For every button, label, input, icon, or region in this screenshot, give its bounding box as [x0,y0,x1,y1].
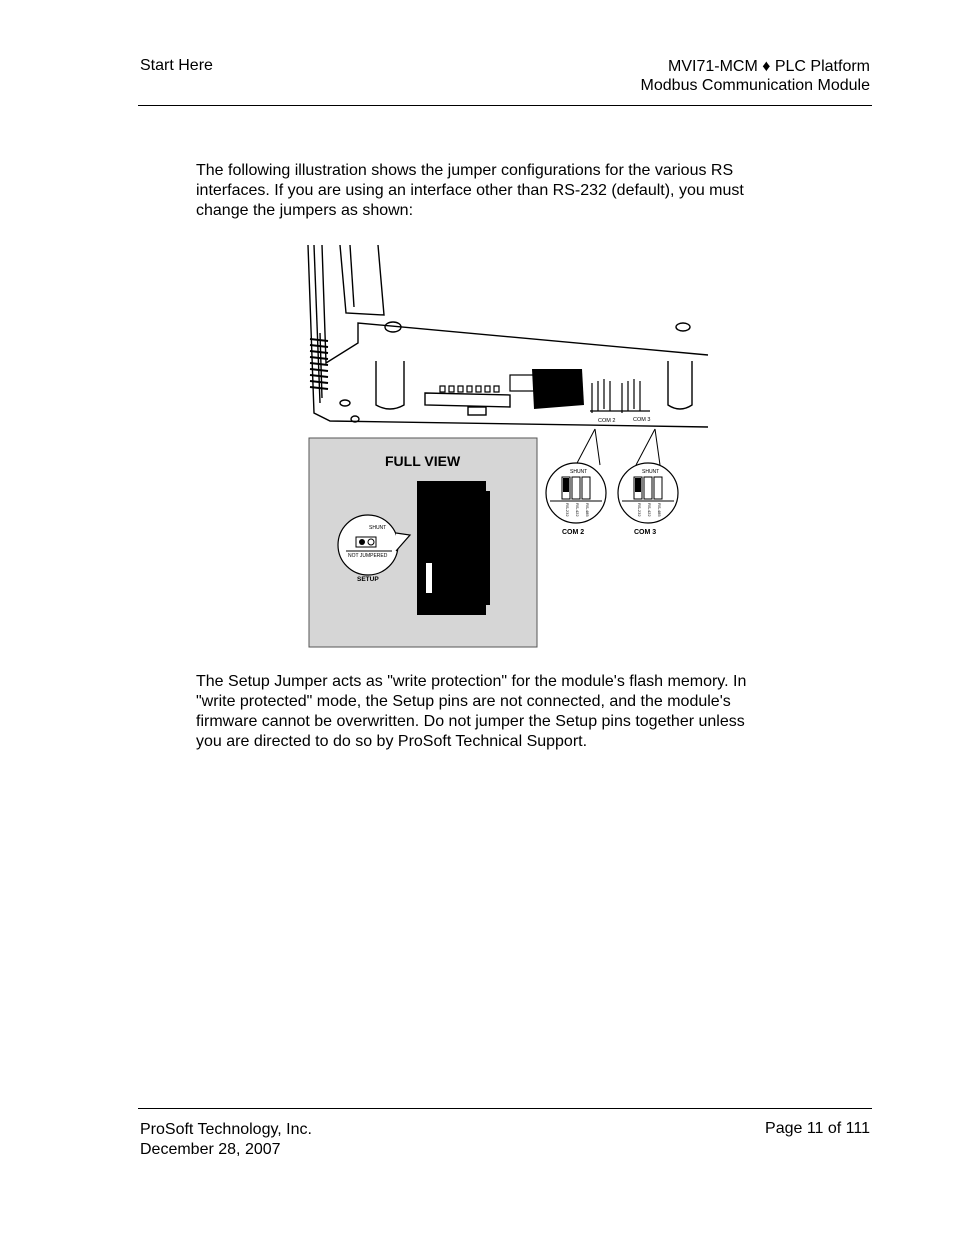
intro-paragraph [196,161,806,221]
header-product-block [641,57,870,95]
setup-shunt-label: SHUNT [369,525,387,531]
header-section: Start Here [140,57,213,74]
com3-rs232: RS-232 [637,503,642,517]
not-jumpered-label: NOT JUMPERED [348,553,388,559]
board-connector [510,369,584,409]
header-subtitle: Modbus Communication Module [640,77,870,94]
footer-company: ProSoft Technology, Inc. [140,1121,312,1138]
note-line: firmware cannot be overwritten. Do not jumper the Setup pins together unless [196,713,745,730]
note-paragraph [196,672,806,752]
com3-rs422: RS-422 [647,503,652,517]
com3-detail [618,429,678,536]
module-silhouette [417,481,490,615]
com2-shunt-label: SHUNT [570,469,588,475]
jumper-illustration-svg [300,243,710,651]
com3-label: COM 3 [634,529,657,536]
footer-left [140,1120,312,1160]
intro-line: The following illustration shows the jumper configurations for the various RS [196,162,734,179]
board-com3-label: COM 3 [633,417,651,423]
com2-label: COM 2 [562,529,585,536]
module-slot [426,563,432,593]
heat-fins [310,339,328,389]
header-product: MVI71-MCM ♦ PLC Platform [668,58,870,75]
footer-rule [138,1108,872,1109]
full-view-label: FULL VIEW [385,453,461,469]
jumper-illustration [300,243,710,651]
note-line: The Setup Jumper acts as "write protection" for the module's flash memory. In [196,673,747,690]
com2-detail [546,429,606,536]
header-rule [138,105,872,106]
note-line: "write protected" mode, the Setup pins are not connected, and the module's [196,693,731,710]
dip-switch-row [440,386,499,392]
board-top-view [308,245,708,427]
com2-rs232: RS-232 [565,503,570,517]
setup-label: SETUP [357,576,379,583]
footer-date: December 28, 2007 [140,1141,281,1158]
intro-line: interfaces. If you are using an interface other than RS-232 (default), you must [196,182,744,199]
note-line: you are directed to do so by ProSoft Technical Support. [196,733,588,750]
com2-rs485: RS-485 [585,503,590,517]
com3-rs485: RS-485 [657,503,662,517]
footer-page-number: Page 11 of 111 [765,1120,870,1137]
board-jumper-blocks [590,379,650,413]
com3-shunt-label: SHUNT [642,469,660,475]
com2-rs422: RS-422 [575,503,580,517]
board-com2-label: COM 2 [598,418,616,424]
intro-line: change the jumpers as shown: [196,202,414,219]
